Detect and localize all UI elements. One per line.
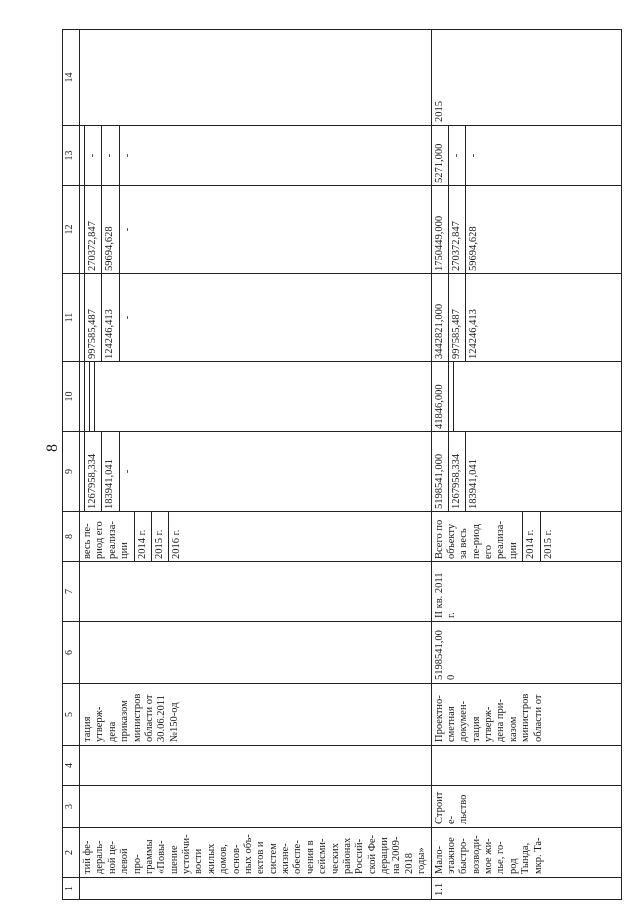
amount-value xyxy=(95,362,100,431)
amount-value: 270372,847 xyxy=(85,186,102,273)
column-number: 12 xyxy=(63,186,80,274)
amount-value: 59694,628 xyxy=(468,226,480,271)
table-cell xyxy=(431,126,621,186)
amount-value: 3442821,000 xyxy=(432,274,449,361)
table-cell: 2015 xyxy=(431,30,621,126)
column-number: 13 xyxy=(63,126,80,186)
column-number: 1 xyxy=(63,878,80,900)
table-row xyxy=(80,30,432,900)
period-label: 2014 г. xyxy=(523,512,540,561)
table-cell: Проектно-сметная докумен-тация утверж-дена при-казом министров области от xyxy=(431,684,621,746)
amount-value: 1267958,334 xyxy=(448,432,465,511)
column-number: 7 xyxy=(63,562,80,622)
amount-value: - xyxy=(448,126,465,185)
period-label: 2016 г. xyxy=(171,529,183,559)
table-cell xyxy=(431,362,621,432)
table-cell xyxy=(80,562,432,622)
amount-value: - xyxy=(468,153,480,158)
table-cell xyxy=(431,512,621,562)
amount-value: 5198541,000 xyxy=(432,432,449,511)
amount-value: - xyxy=(121,227,133,232)
table-cell xyxy=(80,30,432,126)
table-cell: тий фе-дераль-ной це-левой про-граммы «Повы-шение устойчи-вости жилых домов, основ-ных объ-ектов и систем жизне-обеспе-чения в сейсми-ческих районах Россий-ской Фе-дерации на 2009-2018 годы» xyxy=(80,828,432,878)
table-cell: Строите-льство xyxy=(431,786,621,828)
amount-value: 41846,000 xyxy=(432,362,449,431)
table-cell xyxy=(431,746,621,786)
table-cell: тация утверж-дена приказом министров области от 30.06.2011 №150-од xyxy=(80,684,432,746)
rotated-table-wrapper xyxy=(62,30,612,900)
table-row xyxy=(431,30,621,900)
table-cell xyxy=(80,126,432,186)
table-cell xyxy=(80,786,432,828)
column-number: 3 xyxy=(63,786,80,828)
table-cell xyxy=(80,274,432,362)
table-cell xyxy=(80,878,432,900)
amount-value: - xyxy=(102,126,119,185)
column-number: 11 xyxy=(63,274,80,362)
table-cell xyxy=(80,186,432,274)
table-cell xyxy=(80,746,432,786)
column-number: 2 xyxy=(63,828,80,878)
amount-value: 183941,041 xyxy=(468,459,480,509)
amount-value: 5271,000 xyxy=(432,126,449,185)
amount-value: 124246,413 xyxy=(102,274,119,361)
column-number: 10 xyxy=(63,362,80,432)
period-label: Всего по объекту за весь пе-риод его реализа-ции xyxy=(432,512,523,561)
period-label: 2015 г. xyxy=(542,529,554,559)
column-number: 14 xyxy=(63,30,80,126)
amount-value: 59694,628 xyxy=(102,186,119,273)
column-number: 4 xyxy=(63,746,80,786)
table-cell: II кв. 2011 г. xyxy=(431,562,621,622)
amount-value: 1267958,334 xyxy=(85,432,102,511)
period-label: 2014 г. xyxy=(134,512,151,561)
column-number-row xyxy=(63,30,80,900)
period-label: 2015 г. xyxy=(151,512,168,561)
amount-value: 1750449,000 xyxy=(432,186,449,273)
amount-value: - xyxy=(121,153,133,158)
amount-value: 124246,413 xyxy=(468,309,480,359)
amount-value: - xyxy=(121,315,133,320)
page-number: 8 xyxy=(44,444,61,452)
amount-value xyxy=(453,362,458,431)
amount-value: - xyxy=(85,126,102,185)
table-cell xyxy=(431,432,621,512)
table-cell xyxy=(431,186,621,274)
table-cell: 5198541,000 xyxy=(431,622,621,684)
amount-value: - xyxy=(121,469,133,474)
budget-table xyxy=(62,29,622,900)
table-cell xyxy=(80,432,432,512)
table-cell xyxy=(431,274,621,362)
column-number: 6 xyxy=(63,622,80,684)
table-cell: Мало-этажное быстро-возводи-мое жи-лье, го-род Тында, мкр. Та- xyxy=(431,828,621,878)
period-label: весь пе-риод его реализа-ции xyxy=(80,512,134,561)
column-number: 9 xyxy=(63,432,80,512)
column-number: 8 xyxy=(63,512,80,562)
amount-value: 183941,041 xyxy=(102,432,119,511)
table-cell: 1.1 xyxy=(431,878,621,900)
amount-value: 270372,847 xyxy=(448,186,465,273)
table-cell xyxy=(80,622,432,684)
table-cell xyxy=(80,362,432,432)
amount-value: 997585,487 xyxy=(85,274,102,361)
column-number: 5 xyxy=(63,684,80,746)
table-cell xyxy=(80,512,432,562)
amount-value: 997585,487 xyxy=(448,274,465,361)
